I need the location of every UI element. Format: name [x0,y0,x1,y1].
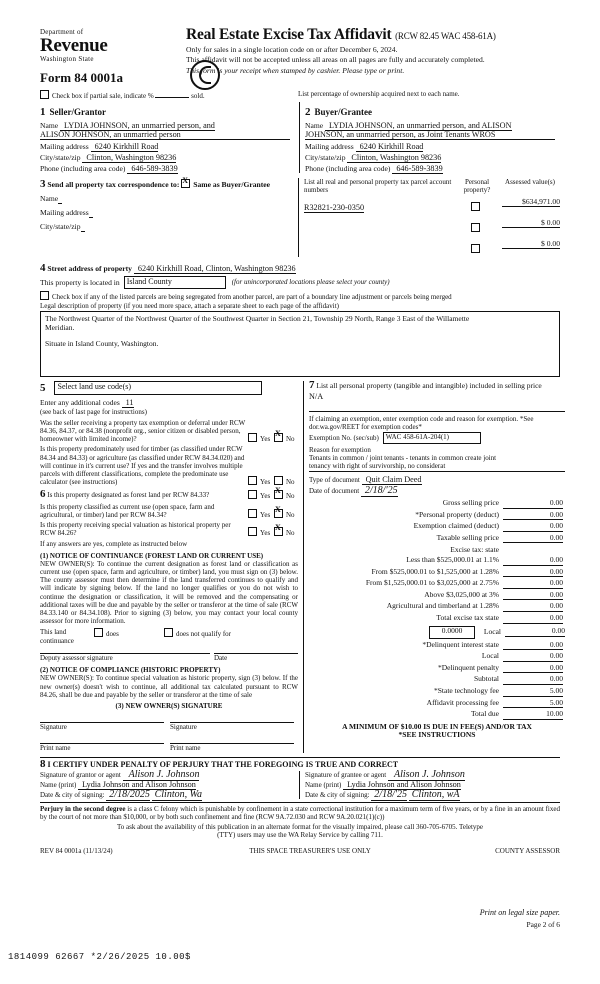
page-title: Real Estate Excise Tax Affidavit (RCW 82.45 WAC 458-61A) [186,26,496,43]
grantor-date[interactable]: 2/18/2025 [106,789,150,801]
local-rate-input[interactable]: 0.0000 [429,626,475,639]
legal-line-1: The Northwest Quarter of the Northwest Quarter of the Southwest Quarter in Section 21, Township 29 North, Range 3 East of the Willamette [45,314,470,324]
partial-sale-sold-label: sold. [191,92,205,100]
additional-codes[interactable]: 11 [122,398,134,408]
seller-mailing-row: Mailing address 6240 Kirkhill Road [40,142,159,152]
new-owner-print-row [40,743,298,752]
header-note-2: This affidavit will not be accepted unless all areas on all pages are fully and accurately completed. [186,55,485,65]
street-address[interactable]: 6240 Kirkhill Road, Clinton, Washington 98236 [134,264,296,274]
subtotal-value[interactable]: 0.00 [503,675,563,685]
s5-q2-text: Is this property predominately used for timber (as classified under RCW 84.34 and 84.33) or agriculture (as classified under RCW 84.34.020) and will continue in it's current use? If yes and the transfer involves multiple parcels with different classifications, complete the predominate use calculator (see instructions) [40,445,245,487]
partial-sale-checkbox[interactable] [40,90,49,99]
total-excise-state-label: Total excise tax state [436,612,499,622]
new-owner-signature-row [40,722,298,731]
lower-columns [40,379,565,753]
s6-q2-yes-checkbox[interactable] [248,509,257,518]
s6-q3-yes-checkbox[interactable] [248,527,257,536]
parcel-number-0[interactable]: R32821-230-0350 [304,202,365,212]
section-8 [40,757,560,800]
ownership-note: List percentage of ownership acquired next to each name. [298,90,460,98]
exemption-code-value[interactable]: WAC 458-61A-204(1) [383,432,481,444]
personal-property-value[interactable]: N/A [309,391,324,401]
exemption-reason-label: Reason for exemption [309,446,371,455]
doc-type-row: Type of document Quit Claim Deed [309,474,422,484]
affidavit-fee-value[interactable]: 5.00 [503,699,563,709]
delinquent-interest-row [309,641,565,651]
certification-heading: 8 I CERTIFY UNDER PENALTY OF PERJURY THAT THE FOREGOING IS TRUE AND CORRECT [40,757,399,770]
buyer-citystatezip[interactable]: Clinton, Washington 98236 [347,153,441,163]
bracket-value-0[interactable]: 0.00 [503,556,563,566]
does-qualify-checkbox[interactable] [94,628,103,637]
continuance-row: This land continuance does does not qualify for [40,628,232,645]
segregation-row: Check box if any of the listed parcels are being segregated from another parcel, are part of a boundary line adjustment or parcels being merged [40,291,560,301]
ada-note-2: (TTY) users may use the WA Relay Service by calling 711. [217,830,383,839]
section3-heading: 3 Send all property tax correspondence to: X Same as Buyer/Grantee [40,178,294,190]
s5-q1: Was the seller receiving a property tax exemption or deferral under RCW 84.36, 84.37, or 84.38 (nonprofit org., senior citizen or disabled person, homeowner with limited income)? Yes X No [40,419,298,444]
dor-revenue-label: Revenue [40,35,108,56]
seller-phone[interactable]: 646-589-3839 [127,164,177,174]
county-select[interactable]: Island County [124,276,226,289]
header-note-3: This form is your receipt when stamped by cashier. Please type or print. [186,65,405,75]
s3-mailing[interactable] [89,208,93,218]
seller-name-row: Name LYDIA JOHNSON, an unmarried person, and [40,121,215,131]
parcel-table-header [304,178,560,194]
deputy-date-label: Date [214,653,228,662]
print-legal-note: Print on legal size paper. [479,908,560,917]
state-tech-fee-value[interactable]: 5.00 [503,687,563,697]
ada-note-1: To ask about the availability of this publication in an alternate format for the visually impaired, please call 360-705-6705. Teletype [116,822,484,831]
seller-name-line2[interactable]: ALISON JOHNSON, an unmarried person [40,130,295,140]
personal-checkbox-0[interactable] [471,202,480,211]
barcode-stamp: 1814099 62667 *2/26/2025 10.00$ [8,952,191,962]
s5-q2-no-checkbox[interactable] [274,476,283,485]
local-label: Local [483,626,501,636]
total-due-label: Total due [470,709,499,719]
s3-name[interactable] [58,194,62,204]
s6-q1-text: Is this property designated as forest land per RCW 84.33? [47,491,210,500]
delinquent-interest-value[interactable]: 0.00 [503,641,563,651]
exemption-claimed-label: Exemption claimed (deduct) [413,521,499,531]
notice-1-title: (1) NOTICE OF CONTINUANCE (FOREST LAND OR CURRENT USE) [40,551,264,560]
bracket-value-3[interactable]: 0.00 [503,591,563,601]
bracket-row-4 [309,602,565,612]
exemption-reason-line-1[interactable]: Tenants in common / joint tenants - tenants in common create joint [309,454,497,463]
taxable-selling-price-value[interactable]: 0.00 [503,534,563,544]
header-note-1: Only for sales in a single location code on or after December 6, 2024. [186,45,398,54]
s3-name-row: Name [40,194,294,203]
section-4 [40,262,560,377]
certification-signatures [40,768,560,800]
dor-state-label: Washington State [40,55,94,63]
buyer-phone-row: Phone (including area code) 646-589-3839 [305,164,443,174]
right-column [304,381,565,753]
legal-description-box[interactable] [40,311,560,377]
form-header [40,26,560,86]
s6-q3-text: Is this property receiving special valuation as historical property per RCW 84.26? [40,521,231,538]
delinquent-penalty-value[interactable]: 0.00 [503,664,563,674]
grantee-signature[interactable]: Alison J. Johnson [388,769,465,781]
partial-sale-percent[interactable] [155,97,189,98]
buyer-name-line2[interactable]: JOHNSON, an unmarried person, as Joint Tenants WROS [305,130,560,140]
see-instructions-note: *SEE INSTRUCTIONS [398,730,476,740]
doc-date-value[interactable]: 2/18/'25 [361,485,398,497]
affidavit-fee-label: Affidavit processing fee [426,697,499,707]
gross-selling-price-row [309,499,565,509]
partial-sale-row [40,90,560,100]
taxable-selling-price-row [309,534,565,544]
assessed-value-1[interactable]: $ 0.00 [502,218,560,228]
s6-q1: 6 Is this property designated as forest land per RCW 84.33? Yes X No [40,490,298,500]
legal-line-2: Meridian. [45,322,75,332]
new-owner-print-label-2: Print name [170,744,201,753]
grantee-date-row: Date & city of signing: 2/18/'25 Clinton, wA [305,788,460,800]
s6-q3: Is this property receiving special valuation as historical property per RCW 84.26? Yes X No [40,521,298,537]
parcel-col-header: List all real and personal property tax parcel account numbers [304,178,452,195]
grantor-signature[interactable]: Alison J. Johnson [123,769,200,781]
perjury-bold: Perjury in the second degree [40,805,126,814]
assessed-col-header: Assessed value(s) [505,178,555,187]
bracket-row-0 [309,556,565,566]
bracket-value-2[interactable]: 0.00 [503,579,563,589]
legal-line-3: Situate in Island County, Washington. [45,339,159,349]
segregation-checkbox[interactable] [40,291,49,300]
grantee-sig-row: Signature of grantee or agent Alison J. Johnson [305,768,465,780]
does-not-qualify-checkbox[interactable] [164,628,173,637]
notice-2-title: (2) NOTICE OF COMPLIANCE (HISTORIC PROPERTY) [40,666,221,675]
bracket-row-1 [309,568,565,578]
county-assessor-label: COUNTY ASSESSOR [495,846,560,855]
s5-q2-yes-checkbox[interactable] [248,476,257,485]
delinquent-local-label: Local [481,651,499,661]
personal-property-deduct-value[interactable]: 0.00 [503,511,563,521]
grantor-sig-row: Signature of grantor or agent Alison J. Johnson [40,768,200,780]
revenue-swirl-icon [190,60,220,90]
grantee-sign-block [300,768,560,800]
delinquent-local-row [309,652,565,662]
tax-correspondence-block [40,178,299,256]
delinquent-interest-label: *Delinquent interest state [422,639,499,649]
exemption-code-row: Exemption No. (sec/sub) WAC 458-61A-204(1) [309,432,565,444]
seller-name-line1[interactable]: LYDIA JOHNSON, an unmarried person, and [60,121,215,131]
notice-2-body: NEW OWNER(S): To continue special valuation as historic property, sign (3) below. If the new owner(s) doesn't wish to continue, all additional tax calculated pursuant to RCW 84.26, shall be due and payable by the seller or transferor at the time of sale [40,674,298,699]
bracket-value-4[interactable]: 0.00 [503,602,563,612]
page-number: Page 2 of 6 [526,920,560,929]
bracket-label-4: Agricultural and timberland at 1.28% [386,601,499,611]
grantee-name-row: Name (print) Lydia Johnson and Alison Johnson [305,779,461,789]
deputy-assessor-row [40,653,298,662]
new-owner-sig-label-2: Signature [170,723,197,732]
state-tech-fee-label: *State technology fee [434,685,499,695]
section-5-heading: 5 Select land use code(s) [40,381,298,395]
county-hint: (for unincorporated locations please select your county) [231,278,390,286]
exemption-claimed-value[interactable]: 0.00 [503,522,563,532]
s6-q3-no-checkbox[interactable] [274,527,283,536]
personal-checkbox-1[interactable] [471,223,480,232]
s6-q1-yes-checkbox[interactable] [248,490,257,499]
excise-tax-state-header: Excise tax: state [450,545,499,555]
parties-row [40,102,560,173]
table-row [304,197,560,215]
exemption-claimed-row [309,522,565,532]
section-3 [40,178,560,256]
s6-q2: Is this property classified as current use (open space, farm and agricultural, or timber) land per RCW 84.34? Yes X No [40,503,298,519]
personal-property-deduct-row [309,511,565,521]
total-due-value[interactable]: 10.00 [503,710,563,720]
bracket-label-2: From $1,525,000.01 to $3,025,000 at 2.75% [365,578,499,588]
bracket-label-3: Above $3,025,000 at 3% [424,589,499,599]
legal-description-label: Legal description of property (if you need more space, attach a separate sheet to each page of the affidavit) [40,301,339,310]
s6-q1-no-checkbox[interactable] [274,490,283,499]
gross-selling-price-label: Gross selling price [442,498,499,508]
form-number: Form 84 0001a [40,70,124,85]
bracket-label-0: Less than $525,000.01 at 1.1% [406,555,499,564]
land-use-code-select[interactable]: Select land use code(s) [54,381,262,395]
buyer-name-line1[interactable]: LYDIA JOHNSON, an unmarried person, and ALISON [325,121,511,131]
doc-date-row: Date of document 2/18/'25 [309,484,398,496]
if-any-answers-note: If any answers are yes, complete as instructed below [40,540,188,549]
exemption-reason-line-2[interactable]: tenancy with right of survivorship, no considerat [309,462,565,471]
additional-codes-row: Enter any additional codes 11 [40,398,134,408]
personal-col-header: Personal property? [463,178,491,195]
form-footer [40,847,560,855]
delinquent-penalty-label: *Delinquent penalty [437,662,499,672]
perjury-block [40,802,560,839]
grantee-city[interactable]: Clinton, wA [409,789,460,801]
seller-heading: 1 Seller/Grantor [40,106,106,119]
seller-mailing[interactable]: 6240 Kirkhill Road [91,142,159,152]
bracket-row-3 [309,591,565,601]
seller-citystatezip[interactable]: Clinton, Washington 98236 [82,153,176,163]
assessed-value-0[interactable]: $634,971.00 [502,197,560,207]
notice-3-title: (3) NEW OWNER(S) SIGNATURE [115,701,223,710]
local-value[interactable]: 0.00 [505,627,565,637]
grantor-sign-block [40,768,300,800]
buyer-name-row: Name LYDIA JOHNSON, an unmarried person, and ALISON [305,121,512,131]
grantor-name-row: Name (print) Lydia Johnson and Alison Johnson [40,779,196,789]
buyer-phone[interactable]: 646-589-3839 [392,164,442,174]
seller-city-row: City/state/zip Clinton, Washington 98236 [40,153,177,163]
county-row: This property is located in Island County (for unincorporated locations please select your county) [40,276,390,287]
exemption-instructions: If claiming an exemption, enter exemption code and reason for exemption. *See dor.wa.gov/REET for exemption codes* [309,414,534,431]
title-rcw: (RCW 82.45 WAC 458-61A) [395,31,496,41]
s5-q2: Is this property predominately used for timber (as classified under RCW 84.34 and 84.33) or agriculture (as classified under RCW 84.34.020) and will continue in it's current use? If yes and the transfer involves multiple parcels with different classifications, complete the predominate use calculator (see instructions) Yes No [40,445,295,487]
rev-number: REV 84 0001a (11/13/24) [40,846,113,855]
total-excise-state-value[interactable]: 0.00 [503,614,563,624]
buyer-block [300,102,560,173]
taxable-selling-price-label: Taxable selling price [436,532,499,542]
grantee-name-print[interactable]: Lydia Johnson and Alison Johnson [343,780,461,790]
total-excise-state-row [309,614,565,624]
s3-mailing-row: Mailing address [40,208,294,217]
seller-block [40,102,300,173]
perjury-text: Perjury in the second degree is a class C felony which is punishable by confinement in a state correctional institution for a maximum term of five years, or by a fine in an amount fixed by the court of not more than $10,000, or by both such confinement and fine (RCW 9A.72.030 and RCW 9A.20.021(1)(c)) [40,805,560,822]
section-7-heading: 7 List all personal property (tangible and intangible) included in selling price [309,379,542,392]
personal-property-deduct-label: *Personal property (deduct) [415,509,499,519]
grantor-date-row: Date & city of signing: 2/18/2025 Clinton, Wa [40,788,203,800]
affidavit-fee-row [309,699,565,709]
grantee-date[interactable]: 2/18/'25 [371,789,407,801]
gross-selling-price-value[interactable]: 0.00 [503,499,563,509]
delinquent-local-value[interactable]: 0.00 [503,652,563,662]
subtotal-label: Subtotal [473,674,499,684]
notice-1-body: NEW OWNER(S): To continue the current designation as forest land or classification as current use (open space, farm and agriculture, or timber) land, you must sign on (3) below. The county assessor must then determine if the land transferred continues to qualify and will indicate by signing below. If the land no longer qualifies or you do not wish to continue the designation or classification, it will be removed and the compensating or additional taxes will be due and payable by the seller or transferor at the time of sale (RCW 84.33.140 or 84.34.108). Prior to signing (3) below, you may contact your local county assessor for more information. [40,559,298,626]
grantor-city[interactable]: Clinton, Wa [152,789,202,801]
partial-sale-label: Check box if partial sale, indicate % [52,92,154,100]
see-back-note: (see back of last page for instructions) [40,407,147,416]
s6-q2-text: Is this property classified as current use (open space, farm and agricultural, or timber) land per RCW 84.34? [40,502,215,519]
subtotal-row [309,675,565,685]
local-rate-row [309,626,565,639]
bracket-label-1: From $525,000.01 to $1,525,000 at 1.28% [371,566,499,576]
bracket-value-1[interactable]: 0.00 [503,568,563,578]
s6-q2-no-checkbox[interactable] [274,509,283,518]
assessed-value-2[interactable]: $ 0.00 [502,239,560,249]
same-as-buyer-checkbox[interactable] [181,179,190,188]
s3-citystatezip[interactable] [81,222,85,232]
table-row [304,239,560,257]
buyer-mailing[interactable]: 6240 Kirkhill Road [356,142,424,152]
seller-phone-row: Phone (including area code) 646-589-3839 [40,164,178,174]
street-address-row: 4 Street address of property 6240 Kirkhill Road, Clinton, Washington 98236 [40,261,296,274]
partial-sale-left [40,90,298,100]
grantor-name-print[interactable]: Lydia Johnson and Alison Johnson [78,780,196,790]
buyer-city-row: City/state/zip Clinton, Washington 98236 [305,153,442,163]
personal-checkbox-2[interactable] [471,244,480,253]
treasurer-use-label: THIS SPACE TREASURER'S USE ONLY [249,846,371,855]
s3-city-row: City/state/zip [40,222,294,231]
left-column [40,381,304,753]
deputy-signature-label: Deputy assessor signature [40,653,113,662]
minimum-due-note: A MINIMUM OF $10.00 IS DUE IN FEE(S) AND/OR TAX [342,721,532,731]
table-row [304,218,560,236]
new-owner-sig-label-1: Signature [40,723,67,732]
buyer-mailing-row: Mailing address 6240 Kirkhill Road [305,142,424,152]
dor-logo [40,26,172,86]
buyer-heading: 2 Buyer/Grantee [305,106,372,119]
new-owner-print-label-1: Print name [40,744,71,753]
bracket-row-2 [309,579,565,589]
doc-type-value[interactable]: Quit Claim Deed [362,475,422,485]
total-due-row [309,710,565,720]
dor-department-label: Department of [40,28,84,36]
affidavit-sheet [40,26,565,906]
delinquent-penalty-row [309,664,565,674]
state-tech-fee-row [309,687,565,697]
form-title-block [172,26,560,75]
s5-q1-no-checkbox[interactable] [274,433,283,442]
s5-q1-yes-checkbox[interactable] [248,433,257,442]
s5-q1-text: Was the seller receiving a property tax exemption or deferral under RCW 84.36, 84.37, or 84.38 (nonprofit org., senior citizen or disabled person, homeowner with limited income)? [40,418,246,444]
parcel-table-block [299,178,560,256]
